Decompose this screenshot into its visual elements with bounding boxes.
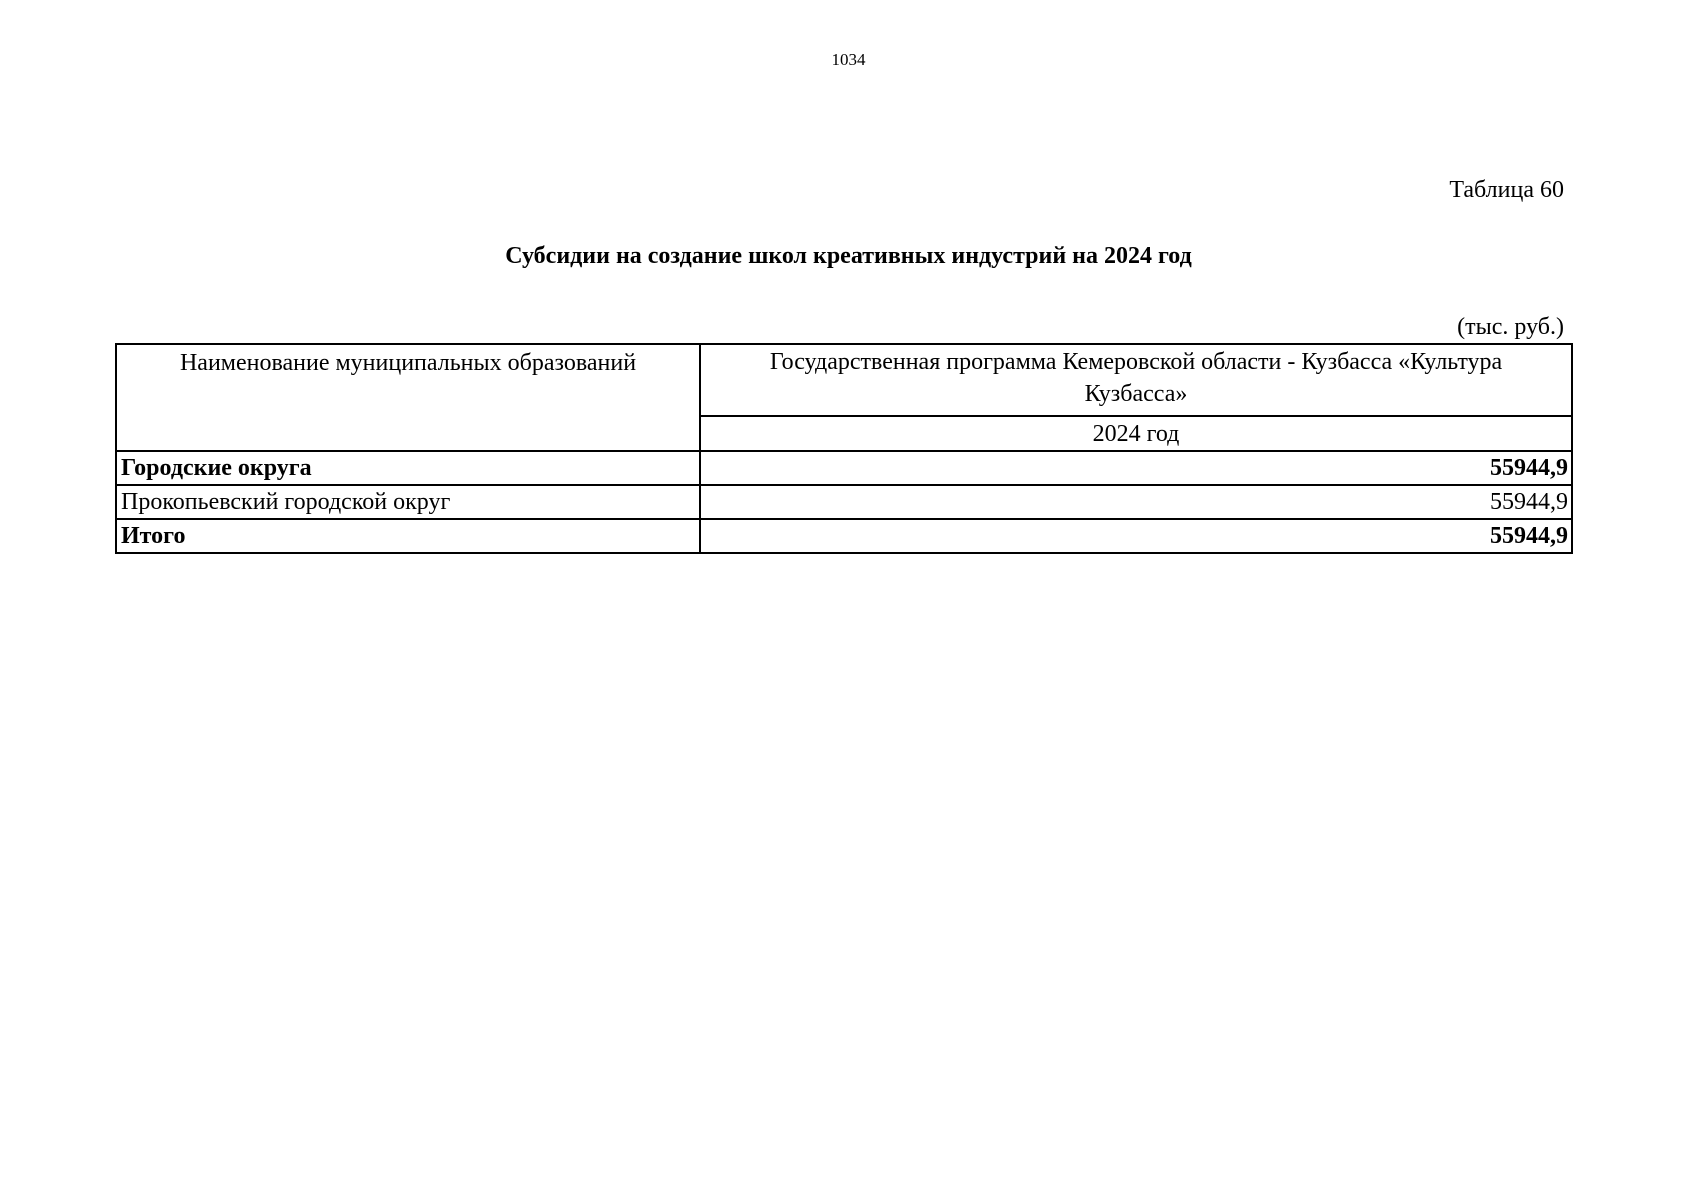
row-name: Городские округа (116, 451, 700, 485)
subsidies-table (115, 343, 1573, 554)
row-value: 55944,9 (700, 451, 1572, 485)
row-value: 55944,9 (700, 485, 1572, 519)
table-header-row (116, 344, 1572, 416)
row-name: Прокопьевский городской округ (116, 485, 700, 519)
header-year: 2024 год (700, 416, 1572, 451)
row-name: Итого (116, 519, 700, 553)
row-value: 55944,9 (700, 519, 1572, 553)
header-state-program: Государственная программа Кемеровской области - Кузбасса «Культура Кузбасса» (700, 344, 1572, 416)
table-row (116, 485, 1572, 519)
units-label: (тыс. руб.) (1457, 314, 1564, 340)
page-title: Субсидии на создание школ креативных индустрий на 2024 год (505, 243, 1192, 269)
table-row (116, 451, 1572, 485)
table-row-total (116, 519, 1572, 553)
table-label: Таблица 60 (1449, 177, 1564, 203)
header-municipality-name: Наименование муниципальных образований (116, 344, 700, 451)
page-number: 1034 (831, 50, 866, 69)
